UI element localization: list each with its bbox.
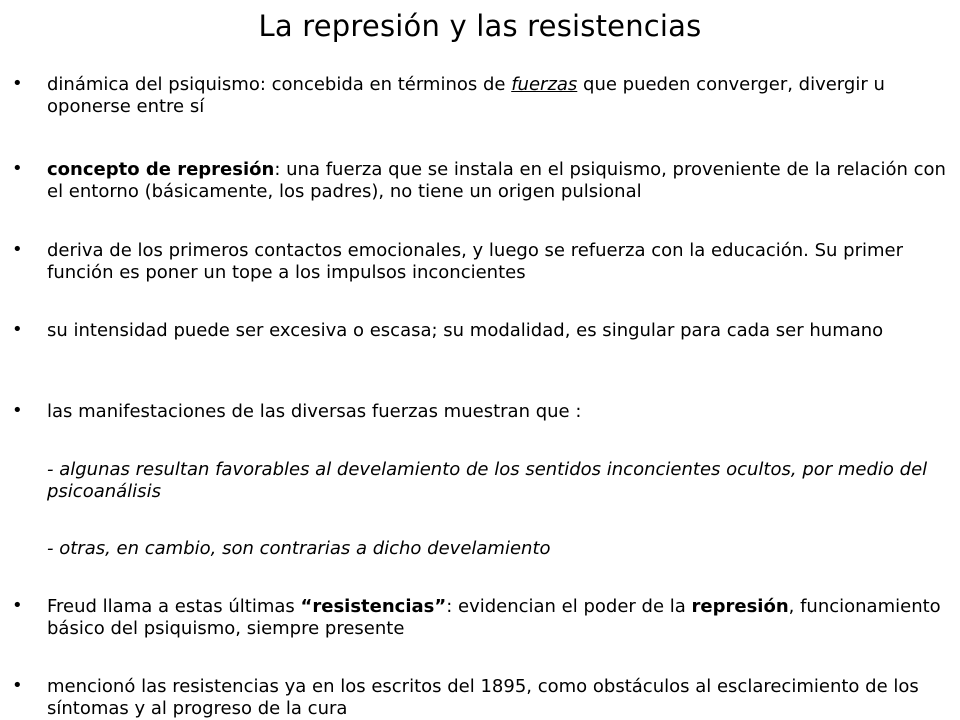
item-text: mencionó las resistencias ya en los escritos del 1895, como obstáculos al esclarecimiento de los síntomas y al progreso de la cura (47, 676, 919, 719)
item-text: su intensidad puede ser excesiva o escasa; su modalidad, es singular para cada ser humano (47, 320, 884, 341)
item-text-part: que pueden converger, divergir u oponerse entre sí (47, 74, 885, 117)
sub-item: - otras, en cambio, son contrarias a dicho develamiento (47, 538, 551, 559)
item-text-part: dinámica del psiquismo: concebida en términos de (47, 74, 512, 95)
item-text-part: Freud llama a estas últimas (47, 596, 301, 617)
bullet: • (12, 675, 23, 696)
item-text-part: , funcionamiento básico del psiquismo, siempre presente (47, 596, 941, 639)
item-text (47, 74, 955, 118)
sub-item: - algunas resultan favorables al develamiento de los sentidos inconcientes ocultos, por medio del psicoanálisis (47, 459, 928, 502)
item-text-part: : evidencian el poder de la (446, 596, 692, 617)
bullet: • (12, 595, 23, 616)
bold-quote: “resistencias” (300, 596, 447, 617)
item-text: las manifestaciones de las diversas fuerzas muestran que : (47, 401, 582, 422)
bullet: • (12, 158, 23, 179)
item-text: deriva de los primeros contactos emocionales, y luego se refuerza con la educación. Su primer función es poner un tope a los impulsos inconcientes (47, 240, 904, 283)
item-text (47, 159, 955, 203)
bullet: • (12, 400, 23, 421)
bullet: • (12, 319, 23, 340)
bullet: • (12, 73, 23, 94)
item-text (47, 596, 955, 640)
bold-term: concepto de represión (47, 159, 275, 180)
underlined-term: fuerzas (511, 74, 578, 95)
slide-title: La represión y las resistencias (258, 9, 702, 43)
item-text-part: : una fuerza que se instala en el psiquismo, proveniente de la relación con el entorno (básicamente, los padres), no tiene un origen pulsional (47, 159, 946, 202)
bold-term: represión (691, 596, 789, 617)
bullet: • (12, 239, 23, 260)
